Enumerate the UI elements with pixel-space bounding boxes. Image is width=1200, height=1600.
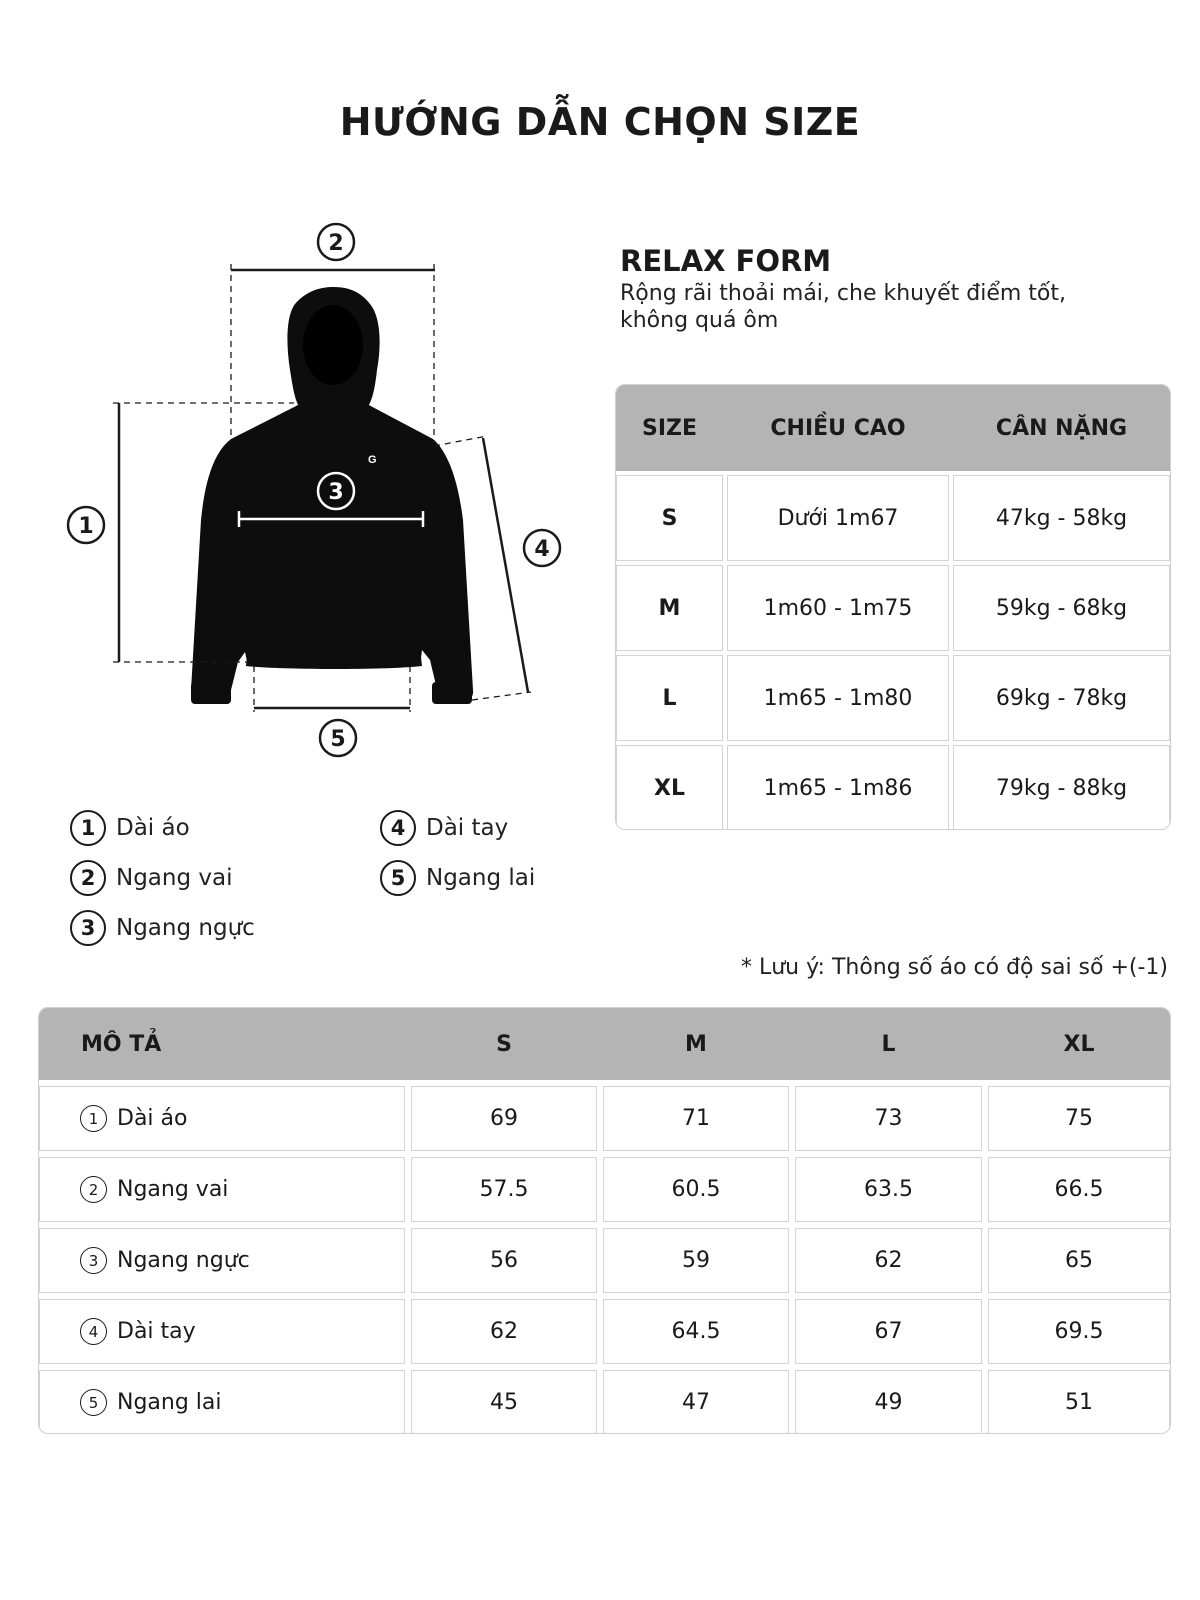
table-row [39,1157,1170,1222]
size-cell: M [616,565,723,651]
description-label: Ngang lai [117,1390,222,1415]
value-cell: 73 [795,1086,982,1151]
value-cell: 45 [411,1370,597,1434]
number-badge: 5 [380,860,416,896]
table-row [616,565,1170,651]
legend-label: Ngang ngực [116,915,255,941]
value-cell: 47 [603,1370,789,1434]
value-cell: 65 [988,1228,1170,1293]
table-row [616,655,1170,741]
description-label: Ngang ngực [117,1248,250,1273]
value-cell: 71 [603,1086,789,1151]
size-cell: L [616,655,723,741]
description-label: Ngang vai [117,1177,229,1202]
value-cell: 51 [988,1370,1170,1434]
value-cell: 67 [795,1299,982,1364]
legend-item [380,810,508,846]
legend-item [70,860,232,896]
table-row [39,1086,1170,1151]
number-badge: 3 [70,910,106,946]
value-cell: 66.5 [988,1157,1170,1222]
hem-measure-line [254,666,410,712]
table-row [39,1228,1170,1293]
number-badge: 4 [380,810,416,846]
legend-label: Dài áo [116,815,190,841]
size-table-header [616,385,1170,471]
description-label: Dài tay [117,1319,196,1344]
header-height: CHIỀU CAO [770,415,906,441]
legend-label: Ngang vai [116,865,233,891]
legend-label: Ngang lai [426,865,536,891]
legend-item [70,910,255,946]
value-cell: 69 [411,1086,597,1151]
number-badge: 4 [80,1318,107,1345]
value-cell: 60.5 [603,1157,789,1222]
measurement-table-header [39,1008,1170,1080]
measurement-table [38,1007,1171,1434]
number-badge: 3 [80,1247,107,1274]
svg-text:3: 3 [328,480,344,505]
height-cell: 1m65 - 1m80 [727,655,949,741]
value-cell: 56 [411,1228,597,1293]
number-badge: 5 [80,1389,107,1416]
value-cell: 75 [988,1086,1170,1151]
table-row [39,1299,1170,1364]
weight-cell: 69kg - 78kg [953,655,1170,741]
height-cell: 1m60 - 1m75 [727,565,949,651]
legend-item [70,810,190,846]
description-cell [39,1086,405,1151]
value-cell: 63.5 [795,1157,982,1222]
jacket-diagram [50,220,590,780]
form-title: RELAX FORM [620,244,832,278]
description-cell [39,1299,405,1364]
page-title: HƯỚNG DẪN CHỌN SIZE [339,100,861,144]
number-badge: 2 [80,1176,107,1203]
table-row [616,475,1170,561]
header-size-xl: XL [1063,1031,1095,1057]
legend-label: Dài tay [426,815,509,841]
number-badge: 1 [80,1105,107,1132]
table-row [39,1370,1170,1434]
table-row [616,745,1170,830]
weight-cell: 79kg - 88kg [953,745,1170,830]
value-cell: 62 [411,1299,597,1364]
header-description: MÔ TẢ [81,1031,162,1057]
height-cell: 1m65 - 1m86 [727,745,949,830]
description-cell [39,1370,405,1434]
description-label: Dài áo [117,1106,188,1131]
marker-4 [524,530,560,566]
header-size-m: M [685,1031,707,1057]
hood-opening [303,305,363,385]
svg-text:5: 5 [330,727,346,752]
tolerance-note: * Lưu ý: Thông số áo có độ sai số +(-1) [740,955,1168,980]
legend-item [380,860,535,896]
marker-2 [318,224,354,260]
number-badge: 1 [70,810,106,846]
svg-text:4: 4 [534,537,550,562]
description-cell [39,1228,405,1293]
value-cell: 49 [795,1370,982,1434]
height-cell: Dưới 1m67 [727,475,949,561]
svg-text:2: 2 [328,231,344,256]
weight-cell: 47kg - 58kg [953,475,1170,561]
form-description: Rộng rãi thoải mái, che khuyết điểm tốt, không quá ôm [620,281,1067,333]
jacket-illustration [50,220,590,780]
marker-5 [320,720,356,756]
jacket-logo: G [368,454,377,466]
weight-cell: 59kg - 68kg [953,565,1170,651]
header-weight: CÂN NẶNG [995,415,1128,441]
number-badge: 2 [70,860,106,896]
value-cell: 59 [603,1228,789,1293]
header-size-s: S [496,1031,512,1057]
svg-text:1: 1 [78,514,94,539]
value-cell: 62 [795,1228,982,1293]
header-size-l: L [881,1031,896,1057]
value-cell: 64.5 [603,1299,789,1364]
size-cell: XL [616,745,723,830]
value-cell: 69.5 [988,1299,1170,1364]
description-cell [39,1157,405,1222]
header-size: SIZE [641,415,697,441]
value-cell: 57.5 [411,1157,597,1222]
size-cell: S [616,475,723,561]
measurement-legend [70,810,610,960]
marker-1 [68,507,104,543]
size-recommendation-table [615,384,1171,830]
